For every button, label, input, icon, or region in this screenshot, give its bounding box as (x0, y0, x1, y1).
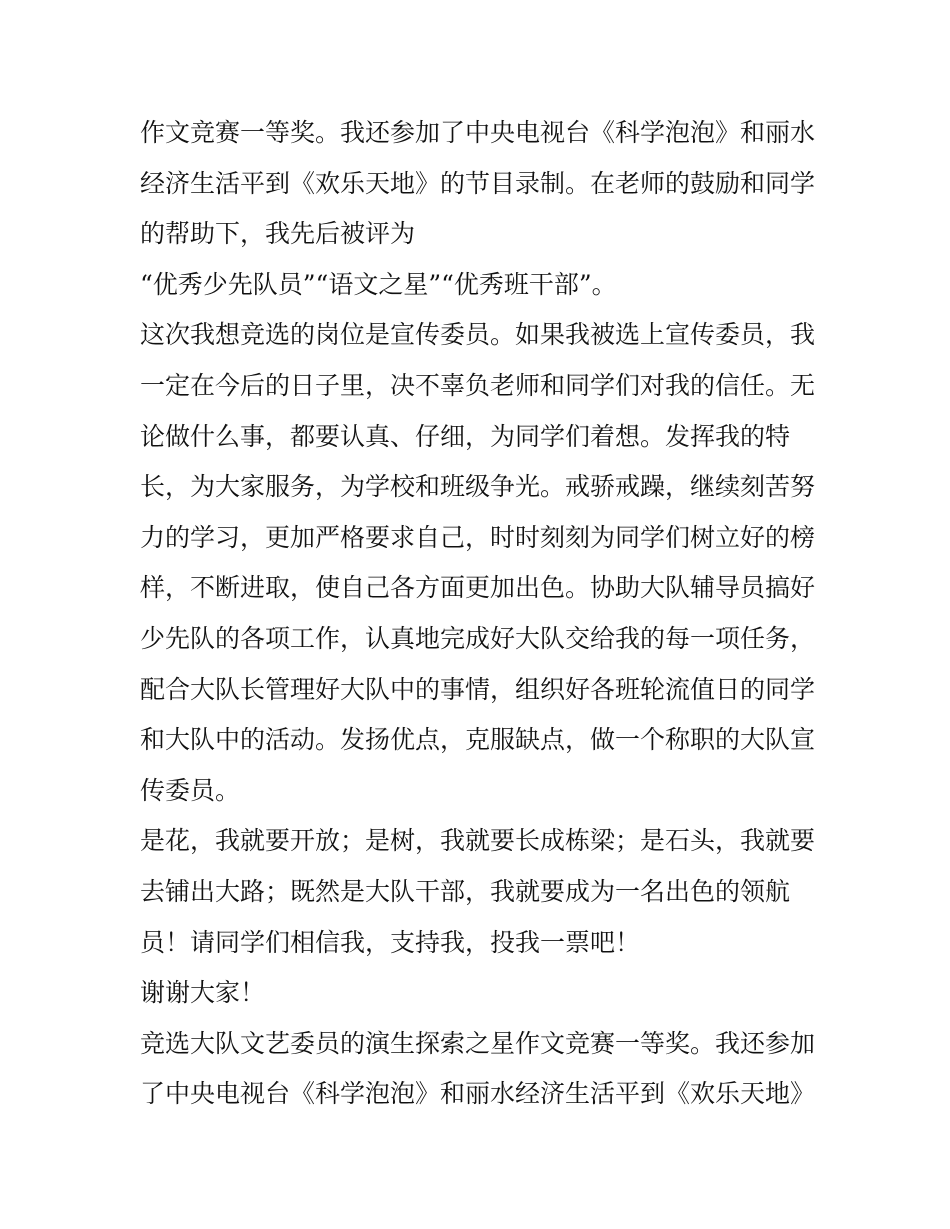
text-line: “优秀少先队员”“语文之星”“优秀班干部”。 (140, 269, 617, 299)
text-line: 一定在今后的日子里，决不辜负老师和同学们对我的信任。无 (140, 370, 816, 400)
text-line: 力的学习，更加严格要求自己，时时刻刻为同学们树立好的榜 (140, 522, 816, 552)
text-line: 员！请同学们相信我，支持我，投我一票吧！ (140, 927, 641, 957)
text-line: 作文竞赛一等奖。我还参加了中央电视台《科学泡泡》和丽水 (140, 118, 816, 147)
text-line: 的帮助下，我先后被评为 (140, 219, 416, 249)
text-line: 谢谢大家！ (140, 978, 266, 1008)
text-line: 经济生活平到《欢乐天地》的节目录制。在老师的鼓励和同学 (140, 168, 816, 198)
text-line: 竞选大队文艺委员的演生探索之星作文竞赛一等奖。我还参加 (140, 1028, 816, 1058)
document-body (140, 108, 815, 1120)
text-line: 论做什么事，都要认真、仔细，为同学们着想。发挥我的特 (140, 421, 791, 451)
text-line: 去铺出大路；既然是大队干部，我就要成为一名出色的领航 (140, 876, 791, 906)
text-line: 样，不断进取，使自己各方面更加出色。协助大队辅导员搞好 (140, 573, 816, 603)
text-line: 配合大队长管理好大队中的事情，组织好各班轮流值日的同学 (140, 674, 816, 704)
text-line: 这次我想竞选的岗位是宣传委员。如果我被选上宣传委员，我 (140, 320, 816, 350)
text-line: 了中央电视台《科学泡泡》和丽水经济生活平到《欢乐天地》 (140, 1079, 816, 1109)
text-line: 少先队的各项工作，认真地完成好大队交给我的每一项任务， (140, 623, 816, 653)
text-line: 和大队中的活动。发扬优点，克服缺点，做一个称职的大队宣 (140, 725, 816, 755)
text-line: 传委员。 (140, 775, 241, 805)
text-line: 是花，我就要开放；是树，我就要长成栋梁；是石头，我就要 (140, 826, 816, 856)
text-line: 长，为大家服务，为学校和班级争光。戒骄戒躁，继续刻苦努 (140, 472, 816, 502)
